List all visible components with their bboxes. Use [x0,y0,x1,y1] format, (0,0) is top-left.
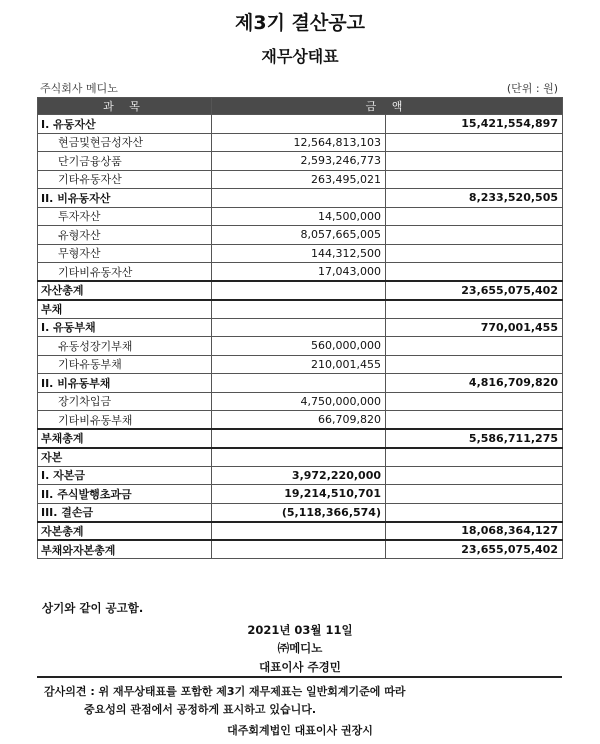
row-sub-amount: 560,000,000 [212,337,386,356]
row-label: 기타비유동부채 [38,411,212,430]
row-sub-amount [212,448,386,467]
row-sub-amount [212,429,386,448]
row-total-amount [386,448,563,467]
table-row [38,115,563,134]
row-total-amount [386,392,563,411]
row-total-amount: 4,816,709,820 [386,374,563,393]
table-row [38,392,563,411]
row-label: 기타유동자산 [38,170,212,189]
company-name: 주식회사 메디노 [40,82,118,95]
row-total-amount [386,300,563,319]
row-sub-amount: 210,001,455 [212,355,386,374]
row-sub-amount [212,189,386,208]
row-sub-amount [212,115,386,134]
row-total-amount [386,503,563,522]
table-row [38,337,563,356]
row-label: 부채와자본총계 [38,540,212,559]
table-row [38,263,563,282]
row-sub-amount: 12,564,813,103 [212,133,386,152]
row-sub-amount: 14,500,000 [212,207,386,226]
row-total-amount: 15,421,554,897 [386,115,563,134]
row-sub-amount [212,374,386,393]
unit-label: (단위 : 원) [506,82,558,95]
row-total-amount [386,226,563,245]
row-label: 단기금융상품 [38,152,212,171]
table-row [38,355,563,374]
table-row [38,189,563,208]
audit-opinion-line2: 중요성의 관점에서 공정하게 표시하고 있습니다. [84,703,317,716]
table-row [38,411,563,430]
table-row [38,466,563,485]
row-label: 유동성장기부채 [38,337,212,356]
row-total-amount [386,466,563,485]
row-total-amount: 23,655,075,402 [386,540,563,559]
row-total-amount: 770,001,455 [386,318,563,337]
balance-sheet-table [37,97,563,559]
table-row [38,152,563,171]
row-label: 투자자산 [38,207,212,226]
row-sub-amount [212,300,386,319]
notice-text: 상기와 같이 공고함. [42,601,144,615]
row-total-amount [386,152,563,171]
row-label: 자산총계 [38,281,212,300]
row-sub-amount [212,540,386,559]
row-sub-amount: 8,057,665,005 [212,226,386,245]
row-label: 무형자산 [38,244,212,263]
row-label: 장기차입금 [38,392,212,411]
row-sub-amount: 263,495,021 [212,170,386,189]
row-label: I. 유동자산 [38,115,212,134]
table-row [38,170,563,189]
row-label: II. 주식발행초과금 [38,485,212,504]
table-row [38,429,563,448]
row-label: 기타비유동자산 [38,263,212,282]
row-sub-amount: 3,972,220,000 [212,466,386,485]
row-sub-amount [212,281,386,300]
row-sub-amount: 66,709,820 [212,411,386,430]
row-sub-amount: 17,043,000 [212,263,386,282]
row-sub-amount [212,522,386,541]
row-label: III. 결손금 [38,503,212,522]
auditor-name: 대주회계법인 대표이사 권장시 [227,724,373,737]
table-row [38,318,563,337]
row-sub-amount: 4,750,000,000 [212,392,386,411]
table-row [38,540,563,559]
row-sub-amount [212,318,386,337]
table-row [38,226,563,245]
row-total-amount [386,485,563,504]
row-total-amount: 18,068,364,127 [386,522,563,541]
row-label: II. 비유동부채 [38,374,212,393]
table-row [38,133,563,152]
row-total-amount [386,263,563,282]
row-label: II. 비유동자산 [38,189,212,208]
table-row [38,522,563,541]
row-total-amount [386,170,563,189]
table-row [38,300,563,319]
row-total-amount [386,207,563,226]
row-label: 부채 [38,300,212,319]
row-total-amount [386,355,563,374]
row-sub-amount: 2,593,246,773 [212,152,386,171]
page-title: 제3기 결산공고 [235,12,365,34]
table-row [38,448,563,467]
notice-date: 2021년 03월 11일 [247,623,353,637]
row-total-amount [386,411,563,430]
row-label: 기타유동부채 [38,355,212,374]
row-sub-amount: 19,214,510,701 [212,485,386,504]
audit-opinion-line1: 감사의견 : 위 재무상태표를 포함한 제3기 재무제표는 일반회계기준에 따라 [44,685,406,698]
table-row [38,374,563,393]
footer-company: ㈜메디노 [277,641,323,655]
row-total-amount [386,133,563,152]
row-label: I. 유동부채 [38,318,212,337]
row-label: 자본 [38,448,212,467]
ceo-name: 대표이사 주경민 [259,660,341,674]
row-sub-amount: (5,118,366,574) [212,503,386,522]
table-row [38,244,563,263]
header-item: 과 목 [38,98,212,115]
table-body [38,115,563,559]
row-label: 자본총계 [38,522,212,541]
row-total-amount [386,337,563,356]
table-header-row [38,98,563,115]
row-label: 부채총계 [38,429,212,448]
row-total-amount: 8,233,520,505 [386,189,563,208]
table-row [38,281,563,300]
row-label: I. 자본금 [38,466,212,485]
row-total-amount [386,244,563,263]
row-total-amount: 23,655,075,402 [386,281,563,300]
header-amount: 금 액 [212,98,563,115]
row-total-amount: 5,586,711,275 [386,429,563,448]
row-label: 유형자산 [38,226,212,245]
table-row [38,503,563,522]
row-sub-amount: 144,312,500 [212,244,386,263]
row-label: 현금및현금성자산 [38,133,212,152]
table-row [38,485,563,504]
statement-title: 재무상태표 [261,47,339,66]
table-row [38,207,563,226]
